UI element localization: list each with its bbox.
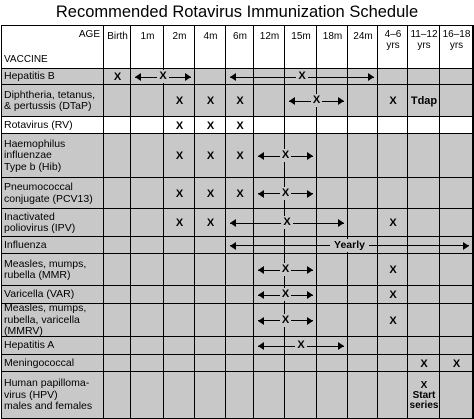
arrow-left-head-icon [258, 291, 264, 299]
text-line: conjugate (PCV13) [4, 192, 93, 205]
dose-range-arrow [258, 150, 313, 162]
schedule-cell [131, 337, 164, 355]
vaccine-name [1, 69, 104, 85]
arrow-label: X [297, 339, 305, 351]
text-line: X [206, 119, 215, 132]
schedule-cell [164, 355, 195, 372]
schedule-cell [285, 372, 317, 419]
text-line: X [236, 150, 244, 162]
dose-mark [408, 355, 440, 372]
text-line: X [389, 314, 397, 327]
arrow-left-head-icon [258, 266, 264, 274]
dose-mark [408, 372, 440, 419]
text-line: X [113, 71, 122, 83]
schedule-cell [164, 372, 195, 419]
arrow-left-head-icon [230, 219, 236, 227]
schedule-cell [408, 209, 440, 237]
text-line: X [206, 187, 215, 200]
text-line: Pneumococcal [4, 181, 73, 193]
schedule-cell [440, 69, 473, 85]
schedule-cell [440, 254, 473, 286]
schedule-cell [378, 69, 408, 85]
vaccine-name [1, 355, 104, 372]
age-header-label [164, 25, 195, 47]
schedule-cell [440, 286, 473, 304]
schedule-cell [440, 372, 473, 419]
schedule-cell [378, 355, 408, 372]
arrow-label: Yearly [330, 239, 369, 252]
schedule-cell [195, 337, 226, 355]
schedule-cell [226, 304, 254, 337]
arrow-label: X [281, 313, 290, 326]
arrow-right-head-icon [307, 291, 313, 299]
schedule-cell [104, 304, 131, 337]
schedule-cell [408, 286, 440, 304]
text-line: virus (HPV) [4, 388, 58, 401]
text-line: Birth [107, 30, 128, 42]
arrow-label: X [283, 216, 291, 228]
schedule-cell [440, 134, 473, 178]
text-line: & pertussis (DTaP) [4, 100, 92, 112]
dose-mark [378, 254, 408, 286]
schedule-cell [440, 85, 473, 117]
text-line: Start [412, 389, 436, 401]
schedule-cell [131, 209, 164, 237]
text-line: X [206, 217, 215, 229]
arrow-right-head-icon [307, 266, 313, 274]
text-line: 15m [291, 30, 311, 42]
dose-mark [164, 178, 195, 209]
text-line: 6m [233, 30, 247, 42]
arrow-left-head-icon [258, 152, 264, 160]
schedule-cell [348, 178, 378, 209]
schedule-cell [378, 337, 408, 355]
age-header-label [317, 25, 348, 47]
dose-mark [195, 178, 226, 209]
arrow-left-head-icon [230, 73, 236, 81]
age-header-label [226, 25, 254, 47]
schedule-cell [254, 85, 285, 117]
dose-mark [164, 209, 195, 237]
schedule-cell [104, 286, 131, 304]
arrow-label: X [298, 70, 306, 82]
text-line: 24m [353, 30, 373, 42]
arrow-left-head-icon [258, 190, 264, 198]
age-header-label [378, 27, 408, 53]
schedule-cell [195, 69, 226, 85]
schedule-cell [104, 355, 131, 372]
schedule-cell [317, 254, 348, 286]
schedule-cell [317, 304, 348, 337]
schedule-cell [378, 117, 408, 134]
vaccine-name [1, 237, 104, 254]
dose-range-arrow [135, 71, 191, 83]
vaccine-name [1, 178, 104, 209]
arrow-right-head-icon [338, 219, 344, 227]
dose-range-arrow [258, 264, 313, 276]
schedule-cell [104, 117, 131, 134]
dose-range-arrow [258, 289, 313, 301]
schedule-cell [131, 304, 164, 337]
schedule-cell [254, 355, 285, 372]
text-line: X [175, 119, 184, 132]
schedule-cell [348, 304, 378, 337]
dose-mark [164, 117, 195, 134]
text-line: X [452, 357, 461, 370]
schedule-cell [131, 237, 164, 254]
dose-mark [226, 85, 254, 117]
schedule-cell [285, 117, 317, 134]
schedule-cell [348, 85, 378, 117]
text-line: X [389, 289, 397, 301]
schedule-cell [317, 117, 348, 134]
text-line: Haemophilus [4, 137, 66, 150]
text-line: Tdap [410, 95, 438, 107]
dose-mark [378, 85, 408, 117]
text-line: X [175, 217, 184, 229]
schedule-cell [131, 286, 164, 304]
dose-range-arrow [258, 340, 344, 352]
dose-mark [226, 117, 254, 134]
schedule-cell [317, 372, 348, 419]
vaccine-name [1, 134, 104, 178]
dose-mark [378, 286, 408, 304]
schedule-cell [348, 372, 378, 419]
schedule-cell [226, 337, 254, 355]
text-line: 16–18 [442, 29, 471, 40]
schedule-cell [440, 117, 473, 134]
page-title: Recommended Rotavirus Immunization Schedule [55, 3, 419, 21]
age-header-label [195, 25, 226, 47]
schedule-cell [440, 304, 473, 337]
schedule-cell [317, 355, 348, 372]
arrow-right-head-icon [368, 73, 374, 81]
text-line: X [236, 95, 244, 107]
text-line: 11–12 [410, 29, 438, 40]
vaccine-label: VACCINE [4, 54, 48, 65]
arrow-right-head-icon [185, 73, 191, 81]
text-line: Influenza [4, 238, 47, 251]
text-line: X [389, 95, 397, 107]
yearly-arrow [230, 240, 469, 252]
schedule-cell [195, 355, 226, 372]
schedule-cell [164, 254, 195, 286]
schedule-cell [408, 254, 440, 286]
schedule-cell [131, 85, 164, 117]
text-line: 2m [172, 30, 187, 42]
schedule-cell [378, 372, 408, 419]
schedule-cell [164, 286, 195, 304]
vaccine-name [1, 117, 104, 134]
schedule-cell [104, 372, 131, 419]
text-line: Meningococcal [4, 356, 75, 369]
dose-mark [195, 85, 226, 117]
schedule-cell [440, 178, 473, 209]
schedule-cell [378, 178, 408, 209]
age-header-label [285, 25, 317, 47]
dose-mark [226, 178, 254, 209]
arrow-right-head-icon [338, 342, 344, 350]
schedule-cell [104, 85, 131, 117]
dose-range-arrow [230, 71, 374, 83]
arrow-left-head-icon [258, 317, 264, 325]
text-line: X [389, 264, 397, 276]
schedule-cell [378, 134, 408, 178]
schedule-cell [104, 209, 131, 237]
vaccine-name [1, 286, 104, 304]
schedule-cell [348, 286, 378, 304]
arrow-left-head-icon [289, 97, 295, 105]
arrow-label: X [281, 288, 290, 300]
text-line: X [206, 150, 215, 162]
dose-mark [164, 85, 195, 117]
schedule-cell [164, 337, 195, 355]
schedule-cell [104, 178, 131, 209]
vaccine-name [1, 304, 104, 337]
vaccine-name [1, 337, 104, 355]
arrow-left-head-icon [258, 342, 264, 350]
schedule-cell [104, 237, 131, 254]
schedule-cell [317, 286, 348, 304]
schedule-cell [408, 134, 440, 178]
schedule-cell [131, 254, 164, 286]
schedule-cell [348, 337, 378, 355]
schedule-cell [164, 304, 195, 337]
text-line: rubella, varicella [4, 313, 80, 326]
text-line: 4–6 [384, 29, 402, 40]
arrow-label: X [281, 186, 290, 199]
schedule-cell [195, 286, 226, 304]
arrow-label: X [159, 70, 167, 82]
schedule-cell [285, 355, 317, 372]
text-line: yrs [449, 40, 464, 51]
schedule-cell [408, 178, 440, 209]
arrow-right-head-icon [307, 152, 313, 160]
dose-mark [104, 69, 131, 85]
schedule-cell [131, 178, 164, 209]
text-line: poliovirus (IPV) [4, 222, 76, 234]
text-line: 1m [140, 30, 155, 42]
arrow-label: X [281, 263, 290, 275]
schedule-cell [131, 117, 164, 134]
age-label: AGE [78, 29, 100, 40]
text-line: X [206, 95, 215, 107]
schedule-cell [131, 355, 164, 372]
dose-mark [195, 134, 226, 178]
text-line: males and females [4, 400, 93, 413]
text-line: X [420, 379, 428, 391]
text-line: (MMRV) [4, 325, 43, 337]
schedule-cell [348, 355, 378, 372]
dose-mark [226, 134, 254, 178]
text-line: X [236, 119, 244, 132]
schedule-cell [226, 355, 254, 372]
schedule-cell [254, 117, 285, 134]
dose-mark [378, 209, 408, 237]
schedule-cell [317, 178, 348, 209]
schedule-cell [104, 134, 131, 178]
arrow-label: X [281, 149, 290, 161]
vaccine-name [1, 209, 104, 237]
text-line: 12m [259, 30, 280, 42]
dose-mark [440, 355, 473, 372]
age-header-label [254, 25, 285, 47]
text-line: series [409, 399, 439, 411]
dose-range-arrow [258, 188, 313, 200]
schedule-cell [195, 254, 226, 286]
schedule-cell [195, 237, 226, 254]
text-line: X [389, 217, 397, 229]
arrow-right-head-icon [338, 97, 344, 105]
text-line: 18m [322, 30, 343, 42]
text-line: X [175, 187, 184, 200]
schedule-cell [131, 134, 164, 178]
text-line: influenzae [4, 149, 52, 162]
text-line: Diphtheria, tetanus, [4, 88, 96, 101]
text-line: Varicella (VAR) [4, 288, 75, 301]
text-line: Type b (Hib) [4, 160, 62, 173]
text-line: Rotavirus (RV) [4, 118, 73, 131]
age-header-label [348, 25, 378, 47]
schedule-cell [226, 254, 254, 286]
vaccine-name [1, 254, 104, 286]
age-header-label [408, 27, 440, 53]
age-header-label [131, 25, 164, 47]
schedule-cell [104, 254, 131, 286]
dose-range-arrow [258, 315, 313, 327]
schedule-cell [226, 286, 254, 304]
text-line: rubella (MMR) [4, 269, 71, 281]
schedule-cell [348, 117, 378, 134]
dose-mark [408, 85, 440, 117]
schedule-cell [226, 372, 254, 419]
arrow-right-head-icon [463, 242, 469, 250]
schedule-cell [104, 337, 131, 355]
text-line: X [175, 95, 184, 107]
schedule-cell [254, 372, 285, 419]
text-line: Inactivated [4, 210, 55, 223]
schedule-cell [440, 209, 473, 237]
vaccine-name [1, 85, 104, 117]
text-line: X [420, 357, 428, 370]
dose-range-arrow [289, 95, 344, 107]
schedule-cell [408, 117, 440, 134]
schedule-cell [348, 134, 378, 178]
arrow-left-head-icon [230, 242, 236, 250]
text-line: Measles, mumps, [4, 304, 87, 315]
age-header-label [104, 25, 131, 47]
text-line: yrs [417, 40, 431, 51]
schedule-cell [348, 209, 378, 237]
text-line: Hepatitis B [4, 70, 55, 83]
text-line: X [175, 150, 184, 162]
arrow-label: X [312, 94, 321, 106]
text-line: Hepatitis A [4, 339, 55, 352]
dose-mark [164, 134, 195, 178]
schedule-cell [408, 304, 440, 337]
dose-range-arrow [230, 217, 344, 229]
schedule-cell [317, 134, 348, 178]
arrow-right-head-icon [307, 190, 313, 198]
text-line: Human papilloma- [4, 377, 90, 390]
text-line: 4m [203, 30, 218, 42]
dose-mark [195, 117, 226, 134]
schedule-cell [348, 254, 378, 286]
vaccine-name [1, 372, 104, 419]
schedule-cell [164, 237, 195, 254]
schedule-cell [408, 69, 440, 85]
text-line: Measles, mumps, [4, 257, 87, 270]
dose-mark [378, 304, 408, 337]
text-line: yrs [386, 40, 400, 51]
text-line: X [236, 187, 244, 200]
schedule-cell [131, 372, 164, 419]
schedule-cell [195, 304, 226, 337]
schedule-cell [440, 337, 473, 355]
arrow-right-head-icon [307, 317, 313, 325]
arrow-left-head-icon [135, 73, 141, 81]
dose-mark [195, 209, 226, 237]
age-header-label [440, 27, 473, 53]
schedule-cell [195, 372, 226, 419]
schedule-cell [408, 337, 440, 355]
